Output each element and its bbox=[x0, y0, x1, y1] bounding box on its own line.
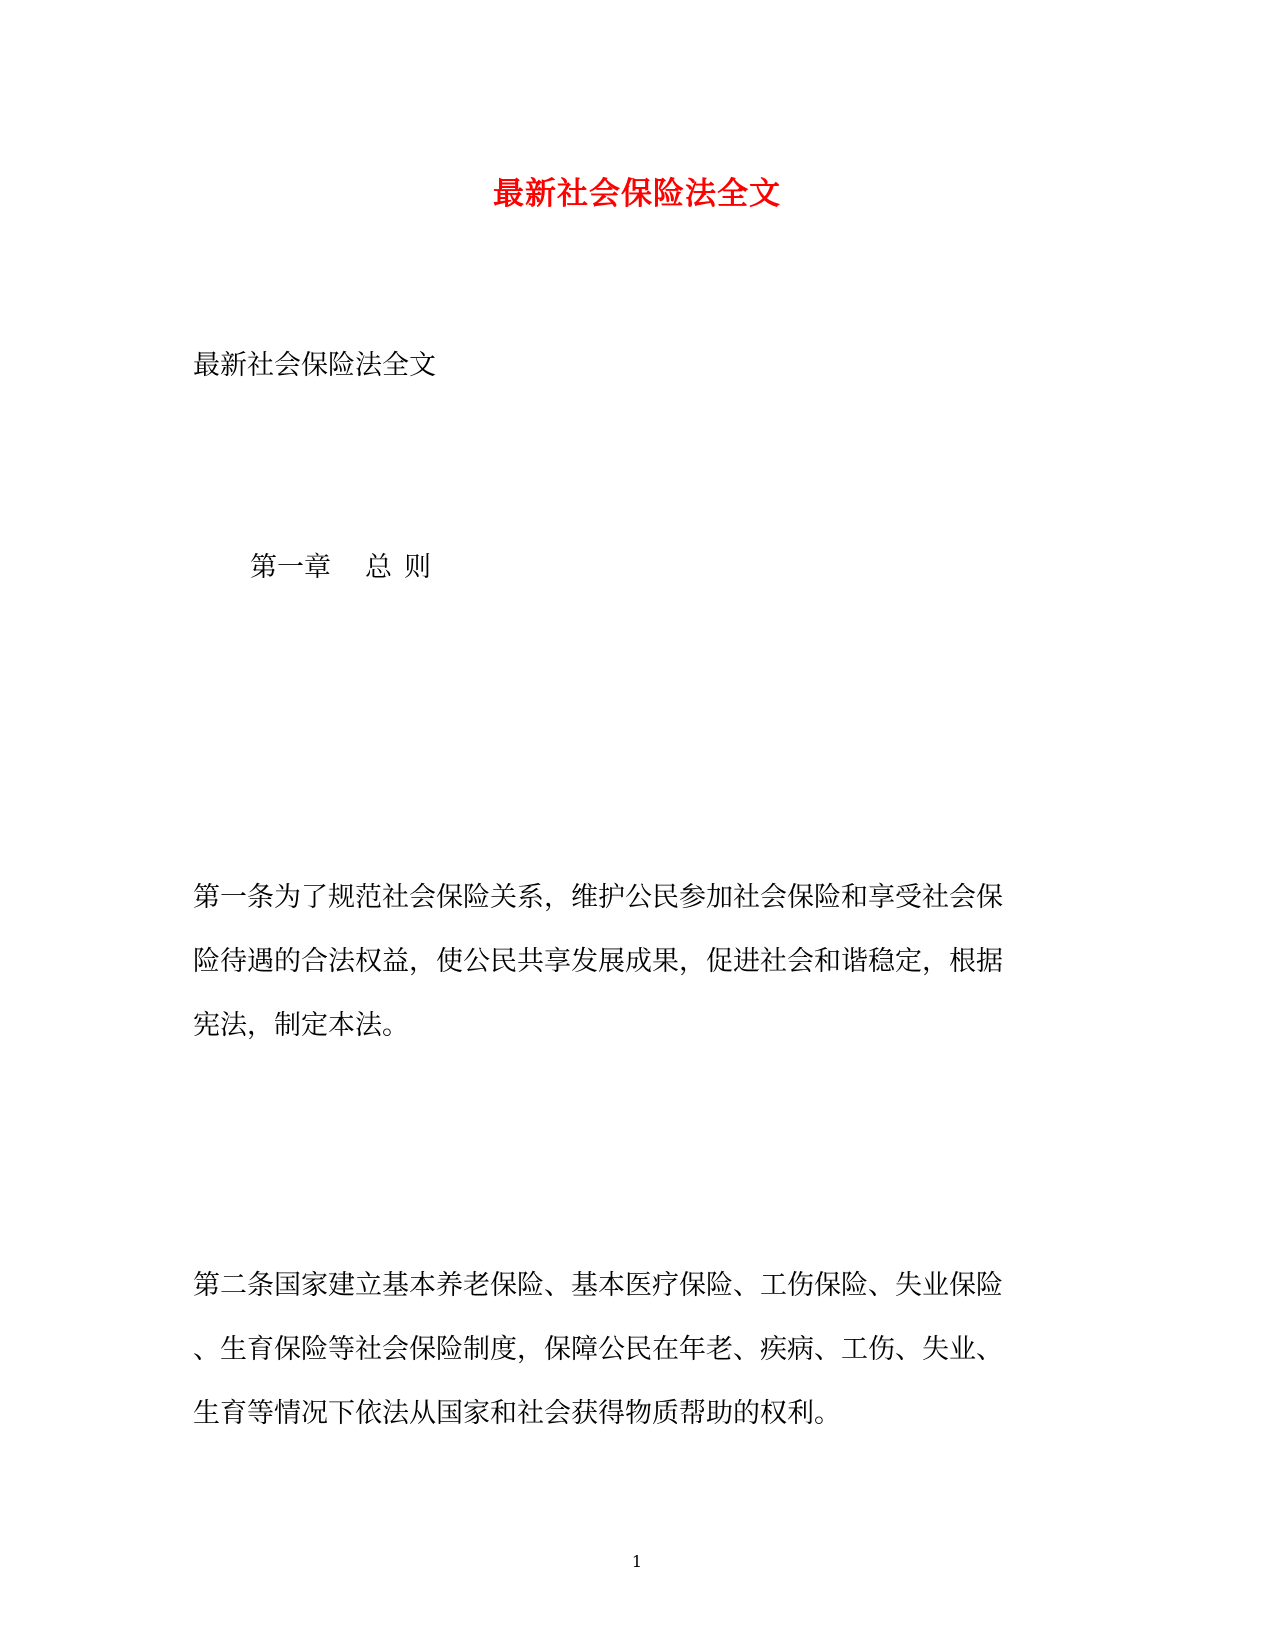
chapter-title-part2: 则 bbox=[404, 552, 431, 583]
article-2-line: 生育等情况下依法从国家和社会获得物质帮助的权利。 bbox=[193, 1398, 841, 1429]
article-1-line: 险待遇的合法权益，使公民共享发展成果，促进社会和谐稳定，根据 bbox=[193, 946, 1003, 977]
chapter-title-part1: 总 bbox=[365, 552, 392, 583]
chapter-heading bbox=[250, 546, 1140, 590]
document-title: 最新社会保险法全文 bbox=[493, 176, 781, 212]
article-2-line: 、生育保险等社会保险制度，保障公民在年老、疾病、工伤、失业、 bbox=[193, 1334, 1003, 1365]
chapter-number: 第一章 bbox=[250, 552, 331, 583]
article-1-line: 第一条为了规范社会保险关系，维护公民参加社会保险和享受社会保 bbox=[193, 882, 1003, 913]
document-name: 最新社会保险法全文 bbox=[193, 350, 436, 381]
article-1-line: 宪法，制定本法。 bbox=[193, 1010, 409, 1041]
article-1 bbox=[193, 866, 1083, 1058]
article-2 bbox=[193, 1254, 1083, 1446]
article-2-line: 第二条国家建立基本养老保险、基本医疗保险、工伤保险、失业保险 bbox=[193, 1270, 1003, 1301]
page-number: 1 bbox=[631, 1552, 643, 1571]
